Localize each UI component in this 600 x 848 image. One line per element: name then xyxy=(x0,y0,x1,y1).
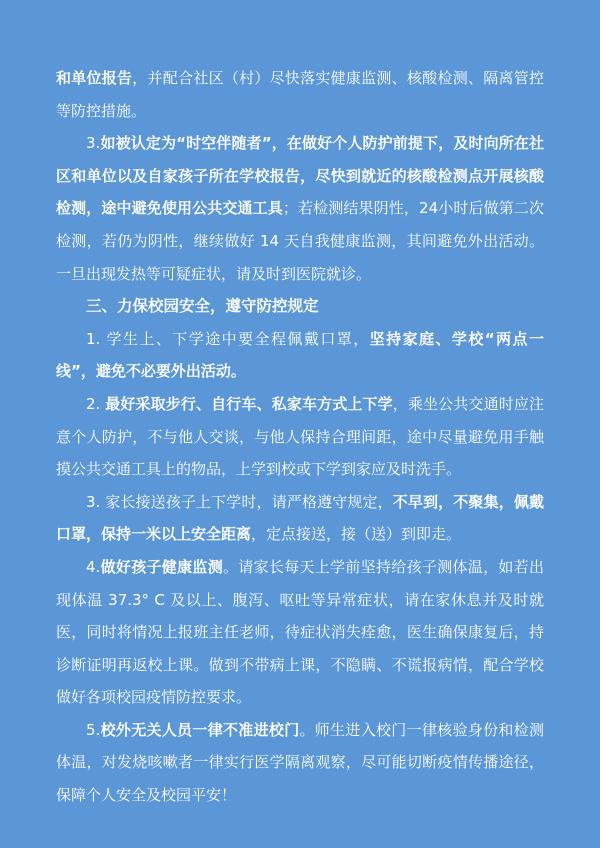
paragraph-campus-item-5 xyxy=(56,714,544,812)
bold-text: 不早到，不聚集，佩戴口罩，保持一米以上安全距离 xyxy=(56,492,544,544)
section-heading-3: 三、力保校园安全，遵守防控规定 xyxy=(86,297,319,316)
paragraph-campus-item-2 xyxy=(56,388,544,486)
bold-text: 坚持家庭、学校“两点一线”，避免不必要外出活动。 xyxy=(56,329,544,381)
item-number: 5. xyxy=(86,720,101,739)
paragraph-campus-item-1 xyxy=(56,323,544,388)
body-text: 3. 家长接送孩子上下学时，请严格遵守规定， xyxy=(86,492,393,511)
bold-text: 和单位报告 xyxy=(56,69,133,87)
body-text: 。请家长每天上学前坚持给孩子测体温，如若出现体温 37.3° C 及以上、腹泻、呕吐等异常症状，请在家休息并及时就医，同时将情况上报班主任老师，待症状消失痊愈，医生确保康复后，持诊断证明再返校上课。做到不带病上课，不隐瞒、不谎报病情，配合学校做好各项校园疫情防控要求。 xyxy=(56,557,544,707)
paragraph-item-3-spatiotemporal xyxy=(56,127,544,290)
bold-text: 校外无关人员一律不准进校门 xyxy=(100,720,300,739)
item-number: 2. xyxy=(86,394,106,413)
body-text: ，乘坐公共交通时应注意个人防护，不与他人交谈，与他人保持合理间距，途中尽量避免用手触摸公共交通工具上的物品，上学到校或下学到家应及时洗手。 xyxy=(56,394,544,479)
body-text: ；若检测结果阴性，24小时后做第二次检测，若仍为阴性，继续做好 14 天自我健康监测，其间避免外出活动。一旦出现发热等可疑症状，请及时到医院就诊。 xyxy=(56,199,544,283)
bold-text: 如被认定为“时空伴随者”，在做好个人防护前提下，及时向所在社区和单位以及自家孩子所在学校报告，尽快到就近的核酸检测点开展核酸检测，途中避免使用公共交通工具 xyxy=(56,134,544,218)
body-text: 1. 学生上、下学途中要全程佩戴口罩， xyxy=(86,329,370,348)
item-number: 3. xyxy=(86,134,101,153)
body-text: 。师生进入校门一律核验身份和检测体温，对发烧咳嗽者一律实行医学隔离观察，尽可能切断疫情传播途径，保障个人安全及校园平安！ xyxy=(56,720,544,805)
paragraph-report-continuation xyxy=(56,62,544,127)
bold-text: 最好采取步行、自行车、私家车方式上下学 xyxy=(105,394,393,413)
paragraph-campus-item-3 xyxy=(56,486,544,551)
item-number: 4. xyxy=(86,557,101,576)
bold-text: 做好孩子健康监测 xyxy=(100,557,223,576)
body-text: ，定点接送，接（送）到即走。 xyxy=(251,525,462,544)
paragraph-campus-item-4 xyxy=(56,551,544,714)
body-text: ，并配合社区（村）尽快落实健康监测、核酸检测、隔离管控等防控措施。 xyxy=(56,69,544,120)
